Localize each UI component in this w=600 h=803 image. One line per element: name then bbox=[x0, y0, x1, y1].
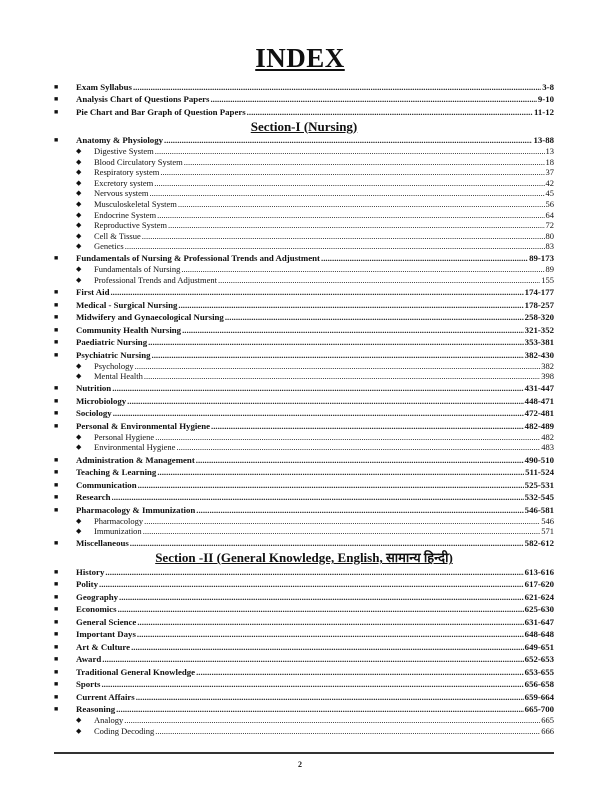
entry-label: Respiratory system bbox=[94, 167, 160, 178]
index-subentry bbox=[54, 167, 554, 178]
entry-page: 13-88 bbox=[533, 135, 554, 145]
index-subentry bbox=[54, 146, 554, 157]
entry-page: 37 bbox=[545, 167, 554, 178]
index-entry bbox=[54, 467, 554, 478]
index-subentry bbox=[54, 442, 554, 453]
entry-label: Anatomy & Physiology bbox=[76, 135, 163, 145]
index-subentry bbox=[54, 275, 554, 286]
entry-label: Nervous system bbox=[94, 188, 149, 199]
entry-label: Art & Culture bbox=[76, 641, 131, 652]
square-bullet-icon: ■ bbox=[54, 396, 59, 405]
index-subentry bbox=[54, 264, 554, 275]
dot-leader bbox=[148, 337, 524, 348]
square-bullet-icon: ■ bbox=[54, 493, 59, 501]
square-bullet-icon: ■ bbox=[54, 667, 59, 676]
dot-leader bbox=[119, 592, 524, 603]
dot-leader bbox=[144, 371, 540, 382]
entry-label: Personal Hygiene bbox=[94, 431, 155, 442]
diamond-bullet-icon: ◆ bbox=[76, 726, 82, 735]
entry-label: Geography bbox=[76, 591, 119, 602]
entry-label: Polity bbox=[76, 579, 98, 590]
index-entry bbox=[54, 82, 554, 93]
dot-leader bbox=[118, 604, 524, 615]
entry-page: 511-524 bbox=[525, 467, 554, 477]
dot-leader bbox=[110, 287, 523, 298]
entry-page: 659-664 bbox=[524, 691, 554, 702]
entry-page: 382-430 bbox=[524, 349, 554, 360]
dot-leader bbox=[152, 350, 524, 361]
square-bullet-icon: ■ bbox=[54, 692, 59, 701]
entry-page: 353-381 bbox=[524, 337, 554, 348]
dot-leader bbox=[196, 667, 524, 678]
index-entry bbox=[54, 538, 554, 549]
entry-page: 482-489 bbox=[524, 420, 554, 431]
entry-page: 3-8 bbox=[542, 81, 554, 92]
entry-label: Genetics bbox=[94, 241, 124, 252]
square-bullet-icon: ■ bbox=[54, 480, 59, 489]
dot-leader bbox=[155, 432, 540, 443]
entry-page: 483 bbox=[541, 442, 554, 453]
diamond-bullet-icon: ◆ bbox=[76, 242, 82, 251]
dot-leader bbox=[131, 642, 524, 653]
entry-label: Endocrine System bbox=[94, 209, 157, 220]
dot-leader bbox=[113, 408, 524, 419]
diamond-bullet-icon: ◆ bbox=[76, 199, 82, 208]
index-entry bbox=[54, 480, 554, 491]
dot-leader bbox=[144, 516, 540, 527]
entry-page: 648-648 bbox=[524, 629, 554, 640]
entry-label: Mental Health bbox=[94, 371, 143, 382]
dot-leader bbox=[101, 679, 523, 690]
index-entry bbox=[54, 692, 554, 703]
entry-page: 546 bbox=[541, 515, 554, 526]
index-subentry bbox=[54, 210, 554, 221]
dot-leader bbox=[160, 167, 544, 178]
footer-rule bbox=[54, 752, 554, 754]
square-bullet-icon: ■ bbox=[54, 580, 59, 589]
entry-page: 448-471 bbox=[524, 395, 554, 406]
dot-leader bbox=[178, 199, 545, 210]
entry-label: General Science bbox=[76, 616, 137, 627]
index-entry bbox=[54, 107, 554, 118]
entry-page: 56 bbox=[545, 198, 554, 209]
index-entry bbox=[54, 325, 554, 336]
entry-page: 72 bbox=[545, 220, 554, 231]
index-entry bbox=[54, 704, 554, 715]
square-bullet-icon: ■ bbox=[54, 680, 59, 689]
entry-page: 174-177 bbox=[524, 287, 554, 298]
entry-page: 155 bbox=[541, 275, 554, 286]
entry-label: Important Days bbox=[76, 629, 136, 640]
index-entry bbox=[54, 350, 554, 361]
entry-page: 321-352 bbox=[524, 324, 554, 335]
index-entry bbox=[54, 383, 554, 394]
square-bullet-icon: ■ bbox=[54, 300, 59, 309]
dot-leader bbox=[181, 264, 544, 275]
entry-label: Communication bbox=[76, 479, 137, 490]
diamond-bullet-icon: ◆ bbox=[76, 231, 82, 240]
entry-page: 653-655 bbox=[524, 666, 554, 677]
diamond-bullet-icon: ◆ bbox=[76, 716, 82, 725]
dot-leader bbox=[247, 107, 533, 118]
entry-label: Psychiatric Nursing bbox=[76, 349, 151, 360]
square-bullet-icon: ■ bbox=[54, 421, 59, 430]
dot-leader bbox=[138, 480, 524, 491]
entry-label: First Aid bbox=[76, 287, 110, 298]
dot-leader bbox=[154, 178, 544, 189]
index-subentry bbox=[54, 199, 554, 210]
dot-leader bbox=[196, 505, 523, 516]
section-heading: Section-I (Nursing) bbox=[250, 118, 358, 134]
entry-page: 666 bbox=[541, 725, 554, 736]
entry-page: 89-173 bbox=[529, 253, 554, 264]
square-bullet-icon: ■ bbox=[54, 592, 59, 601]
index-entry bbox=[54, 667, 554, 678]
entry-label: Analogy bbox=[94, 715, 124, 726]
entry-page: 652-653 bbox=[524, 654, 554, 665]
entry-page: 631-647 bbox=[524, 616, 554, 627]
page-title: INDEX bbox=[255, 43, 345, 73]
entry-page: 178-257 bbox=[524, 299, 554, 310]
entry-page: 525-531 bbox=[524, 479, 554, 490]
index-subentry bbox=[54, 526, 554, 537]
dot-leader bbox=[130, 538, 524, 549]
index-entry bbox=[54, 617, 554, 628]
dot-leader bbox=[176, 442, 540, 453]
entry-label: Research bbox=[76, 492, 111, 502]
entry-label: Personal & Environmental Hygiene bbox=[76, 420, 210, 431]
dot-leader bbox=[102, 654, 523, 665]
entry-label: Award bbox=[76, 654, 102, 665]
diamond-bullet-icon: ◆ bbox=[76, 178, 82, 187]
entry-page: 83 bbox=[545, 241, 554, 252]
dot-leader bbox=[125, 241, 545, 252]
square-bullet-icon: ■ bbox=[54, 605, 59, 614]
dot-leader bbox=[112, 492, 524, 503]
entry-page: 11-12 bbox=[533, 106, 554, 117]
entry-label: Digestive System bbox=[94, 146, 154, 156]
entry-label: Blood Circulatory System bbox=[94, 156, 183, 167]
entry-page: 258-320 bbox=[524, 312, 554, 323]
entry-page: 546-581 bbox=[524, 504, 554, 515]
index-entry bbox=[54, 505, 554, 516]
entry-page: 80 bbox=[545, 230, 554, 241]
dot-leader bbox=[211, 421, 524, 432]
page-number: 2 bbox=[298, 760, 302, 769]
entry-page: 665 bbox=[541, 715, 554, 726]
entry-label: Paediatric Nursing bbox=[76, 337, 148, 348]
dot-leader bbox=[137, 617, 523, 628]
entry-page: 398 bbox=[541, 371, 554, 382]
diamond-bullet-icon: ◆ bbox=[76, 221, 82, 230]
diamond-bullet-icon: ◆ bbox=[76, 361, 82, 370]
entry-page: 621-624 bbox=[524, 591, 554, 602]
index-subentry bbox=[54, 516, 554, 527]
dot-leader bbox=[157, 467, 524, 478]
entry-page: 617-620 bbox=[524, 579, 554, 590]
square-bullet-icon: ■ bbox=[54, 350, 59, 359]
square-bullet-icon: ■ bbox=[54, 505, 59, 514]
entry-page: 656-658 bbox=[524, 679, 554, 690]
entry-label: Environmental Hygiene bbox=[94, 442, 176, 453]
dot-leader bbox=[182, 325, 524, 336]
index-entry bbox=[54, 592, 554, 603]
index-entry bbox=[54, 337, 554, 348]
entry-page: 532-545 bbox=[524, 492, 554, 502]
entry-label: Pharmacology & Immunization bbox=[76, 504, 196, 515]
entry-page: 382 bbox=[541, 360, 554, 371]
dot-leader bbox=[178, 300, 523, 311]
diamond-bullet-icon: ◆ bbox=[76, 527, 82, 536]
index-entry bbox=[54, 455, 554, 466]
square-bullet-icon: ■ bbox=[54, 384, 59, 393]
diamond-bullet-icon: ◆ bbox=[76, 372, 82, 381]
entry-page: 45 bbox=[545, 188, 554, 199]
index-entry bbox=[54, 679, 554, 690]
entry-label: Fundamentals of Nursing & Professional Trends and Adjustment bbox=[76, 253, 320, 264]
square-bullet-icon: ■ bbox=[54, 455, 59, 464]
entry-page: 13 bbox=[545, 146, 554, 156]
diamond-bullet-icon: ◆ bbox=[76, 276, 82, 285]
dot-leader bbox=[225, 312, 524, 323]
dot-leader bbox=[99, 579, 524, 590]
entry-page: 482 bbox=[541, 431, 554, 442]
square-bullet-icon: ■ bbox=[54, 325, 59, 334]
entry-label: Pie Chart and Bar Graph of Question Papers bbox=[76, 106, 246, 117]
square-bullet-icon: ■ bbox=[54, 630, 59, 639]
index-entry bbox=[54, 253, 554, 264]
index-entry bbox=[54, 312, 554, 323]
square-bullet-icon: ■ bbox=[54, 567, 59, 576]
entry-page: 64 bbox=[545, 209, 554, 220]
entry-label: History bbox=[76, 566, 105, 577]
square-bullet-icon: ■ bbox=[54, 705, 59, 714]
index-subentry bbox=[54, 371, 554, 382]
entry-label: Analysis Chart of Questions Papers bbox=[76, 94, 210, 104]
dot-leader bbox=[150, 188, 545, 199]
entry-label: Economics bbox=[76, 604, 117, 615]
index-entry bbox=[54, 421, 554, 432]
entry-page: 472-481 bbox=[524, 408, 554, 419]
diamond-bullet-icon: ◆ bbox=[76, 210, 82, 219]
entry-label: Current Affairs bbox=[76, 691, 135, 702]
index-entry bbox=[54, 604, 554, 615]
entry-label: Fundamentals of Nursing bbox=[94, 264, 181, 275]
entry-label: Reasoning bbox=[76, 704, 116, 715]
dot-leader bbox=[112, 383, 523, 394]
entry-label: Pharmacology bbox=[94, 515, 144, 526]
index-list bbox=[54, 80, 554, 736]
dot-leader bbox=[105, 567, 523, 578]
entry-page: 613-616 bbox=[524, 566, 554, 577]
dot-leader bbox=[137, 629, 524, 640]
index-entry bbox=[54, 94, 554, 105]
entry-label: Sports bbox=[76, 679, 101, 690]
dot-leader bbox=[124, 715, 540, 726]
entry-label: Community Health Nursing bbox=[76, 324, 182, 335]
entry-page: 571 bbox=[541, 526, 554, 537]
square-bullet-icon: ■ bbox=[54, 468, 59, 476]
entry-page: 42 bbox=[545, 177, 554, 188]
dot-leader bbox=[164, 135, 532, 146]
entry-label: Medical - Surgical Nursing bbox=[76, 299, 178, 310]
index-subentry bbox=[54, 231, 554, 242]
entry-page: 89 bbox=[545, 264, 554, 275]
square-bullet-icon: ■ bbox=[54, 107, 59, 116]
dot-leader bbox=[135, 361, 541, 372]
entry-label: Midwifery and Gynaecological Nursing bbox=[76, 312, 224, 323]
dot-leader bbox=[218, 275, 540, 286]
square-bullet-icon: ■ bbox=[54, 409, 59, 418]
index-subentry bbox=[54, 220, 554, 231]
entry-page: 582-612 bbox=[524, 538, 554, 549]
entry-label: Microbiology bbox=[76, 395, 127, 406]
entry-label: Cell & Tissue bbox=[94, 230, 141, 241]
entry-page: 9-10 bbox=[537, 94, 554, 104]
index-entry bbox=[54, 567, 554, 578]
index-entry bbox=[54, 642, 554, 653]
square-bullet-icon: ■ bbox=[54, 642, 59, 651]
dot-leader bbox=[168, 220, 545, 231]
entry-label: Miscellaneous bbox=[76, 538, 129, 549]
square-bullet-icon: ■ bbox=[54, 288, 59, 297]
square-bullet-icon: ■ bbox=[54, 655, 59, 664]
entry-page: 18 bbox=[545, 156, 554, 167]
diamond-bullet-icon: ◆ bbox=[76, 432, 82, 441]
index-entry bbox=[54, 492, 554, 503]
index-subentry bbox=[54, 178, 554, 189]
entry-page: 431-447 bbox=[524, 383, 554, 394]
dot-leader bbox=[157, 210, 544, 221]
entry-label: Psychology bbox=[94, 360, 134, 371]
entry-label: Immunization bbox=[94, 526, 142, 537]
square-bullet-icon: ■ bbox=[54, 136, 59, 144]
entry-label: Traditional General Knowledge bbox=[76, 666, 196, 677]
diamond-bullet-icon: ◆ bbox=[76, 168, 82, 177]
entry-label: Excretory system bbox=[94, 177, 154, 188]
dot-leader bbox=[133, 82, 541, 93]
diamond-bullet-icon: ◆ bbox=[76, 265, 82, 274]
index-subentry bbox=[54, 361, 554, 372]
dot-leader bbox=[184, 157, 545, 168]
index-entry bbox=[54, 396, 554, 407]
square-bullet-icon: ■ bbox=[54, 82, 59, 91]
index-entry bbox=[54, 654, 554, 665]
dot-leader bbox=[142, 231, 545, 242]
dot-leader bbox=[155, 146, 545, 157]
dot-leader bbox=[210, 94, 536, 105]
square-bullet-icon: ■ bbox=[54, 254, 59, 263]
dot-leader bbox=[127, 396, 524, 407]
dot-leader bbox=[321, 253, 528, 264]
diamond-bullet-icon: ◆ bbox=[76, 443, 82, 452]
dot-leader bbox=[196, 455, 524, 466]
dot-leader bbox=[155, 726, 540, 737]
index-subentry bbox=[54, 241, 554, 252]
index-entry bbox=[54, 287, 554, 298]
entry-label: Exam Syllabus bbox=[76, 81, 132, 92]
index-entry bbox=[54, 579, 554, 590]
diamond-bullet-icon: ◆ bbox=[76, 516, 82, 525]
diamond-bullet-icon: ◆ bbox=[76, 189, 82, 198]
square-bullet-icon: ■ bbox=[54, 95, 59, 103]
entry-label: Coding Decoding bbox=[94, 725, 155, 736]
entry-label: Sociology bbox=[76, 408, 112, 419]
entry-label: Nutrition bbox=[76, 383, 112, 394]
index-subentry bbox=[54, 188, 554, 199]
entry-label: Teaching & Learning bbox=[76, 467, 157, 477]
dot-leader bbox=[116, 704, 524, 715]
index-subentry bbox=[54, 432, 554, 443]
square-bullet-icon: ■ bbox=[54, 338, 59, 347]
dot-leader bbox=[136, 692, 524, 703]
index-subentry bbox=[54, 157, 554, 168]
diamond-bullet-icon: ◆ bbox=[76, 157, 82, 166]
dot-leader bbox=[143, 526, 541, 537]
square-bullet-icon: ■ bbox=[54, 313, 59, 322]
index-entry bbox=[54, 135, 554, 146]
index-entry bbox=[54, 408, 554, 419]
entry-label: Administration & Management bbox=[76, 454, 195, 465]
index-entry bbox=[54, 300, 554, 311]
entry-page: 625-630 bbox=[524, 604, 554, 615]
entry-page: 649-651 bbox=[524, 641, 554, 652]
index-entry bbox=[54, 629, 554, 640]
diamond-bullet-icon: ◆ bbox=[76, 147, 82, 155]
index-subentry bbox=[54, 715, 554, 726]
square-bullet-icon: ■ bbox=[54, 539, 59, 548]
entry-label: Professional Trends and Adjustment bbox=[94, 275, 218, 286]
entry-page: 665-700 bbox=[524, 704, 554, 715]
entry-page: 490-510 bbox=[524, 454, 554, 465]
section-heading: Section -II (General Knowledge, English, सामान्य हिन्दी) bbox=[155, 550, 453, 566]
index-subentry bbox=[54, 726, 554, 737]
square-bullet-icon: ■ bbox=[54, 617, 59, 626]
entry-label: Musculoskeletal System bbox=[94, 198, 177, 209]
entry-label: Reproductive System bbox=[94, 220, 167, 231]
